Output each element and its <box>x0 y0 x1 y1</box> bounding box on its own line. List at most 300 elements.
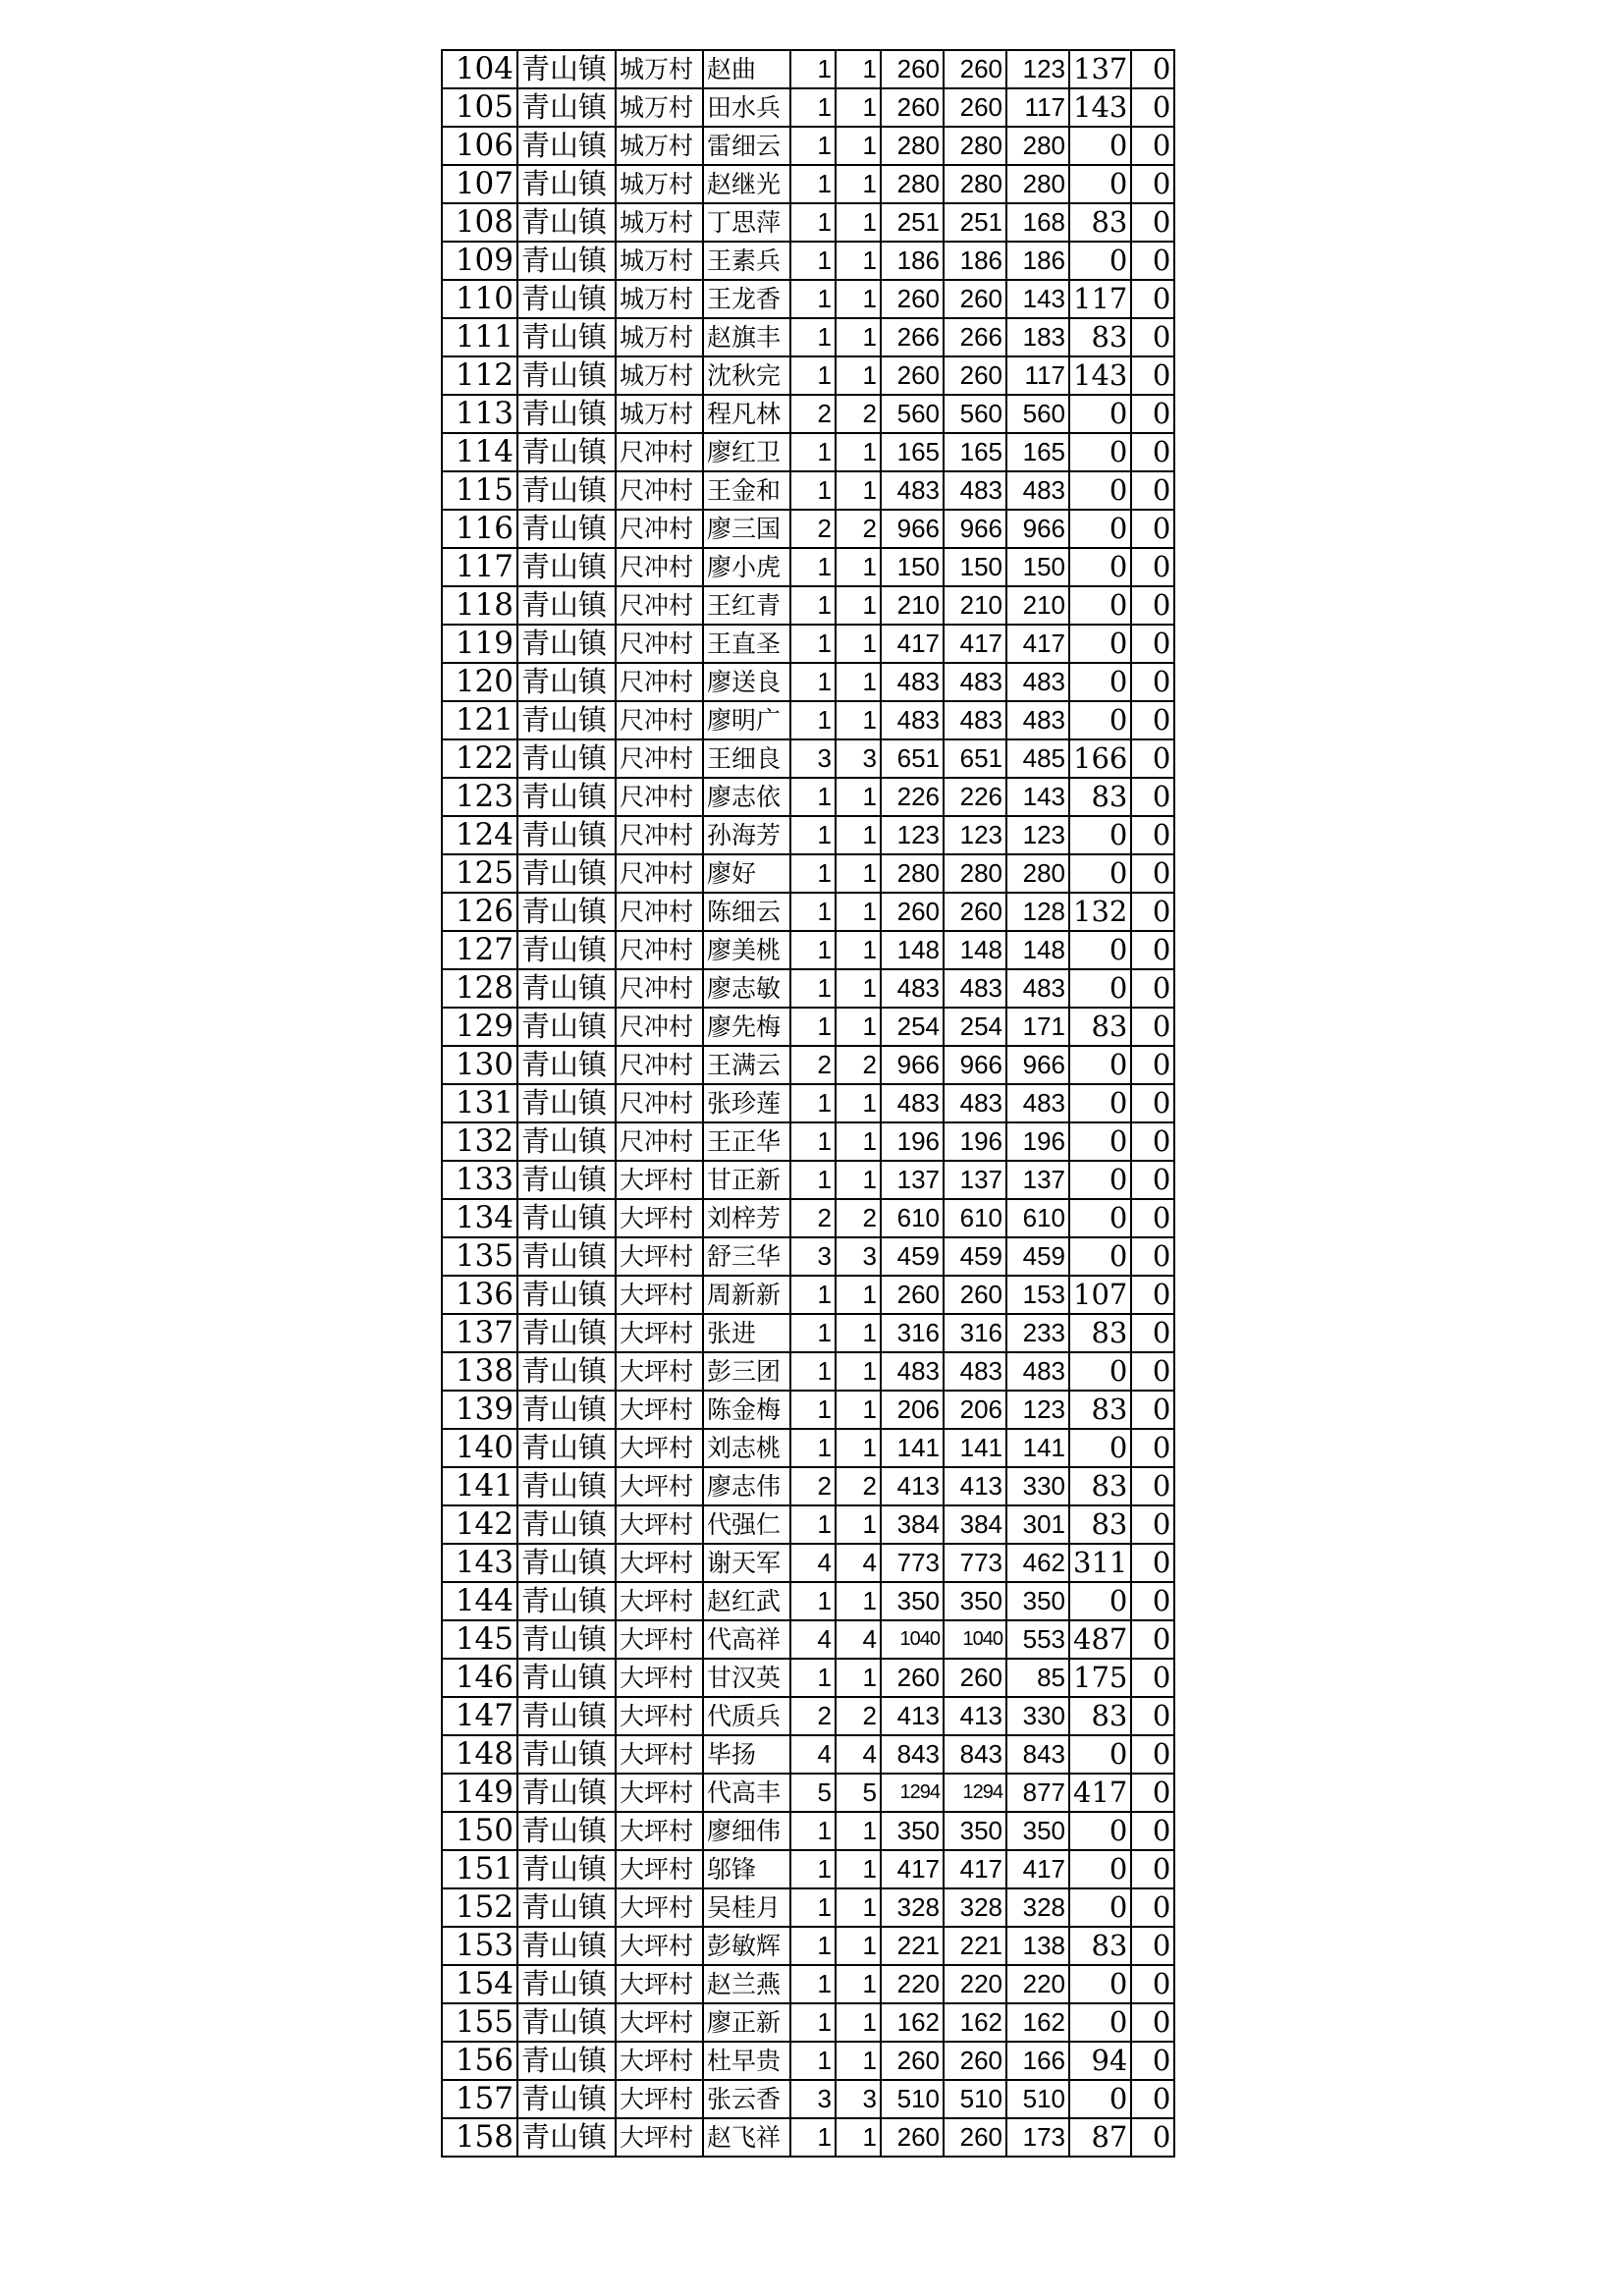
cell-amount-total: 651 <box>881 739 944 778</box>
cell-row-number: 154 <box>442 1965 517 2003</box>
table-body <box>442 50 1174 2157</box>
cell-name: 吴桂月 <box>703 1888 790 1927</box>
cell-amount-total: 226 <box>881 778 944 816</box>
cell-name: 谢天军 <box>703 1544 790 1582</box>
cell-amount-other: 0 <box>1131 548 1174 586</box>
cell-amount-other: 0 <box>1131 203 1174 242</box>
cell-village: 大坪村 <box>616 1812 703 1850</box>
cell-person-count: 1 <box>836 931 881 969</box>
cell-amount-approved: 384 <box>944 1505 1006 1544</box>
cell-household-count: 1 <box>790 242 836 280</box>
cell-amount-total: 251 <box>881 203 944 242</box>
cell-amount-other: 0 <box>1131 1352 1174 1391</box>
cell-amount-total: 280 <box>881 127 944 165</box>
cell-amount-base: 510 <box>1006 2080 1069 2118</box>
table-row <box>442 816 1174 854</box>
cell-amount-total: 483 <box>881 969 944 1008</box>
cell-amount-base: 210 <box>1006 586 1069 625</box>
table-row <box>442 88 1174 127</box>
cell-name: 代强仁 <box>703 1505 790 1544</box>
cell-amount-other: 0 <box>1131 471 1174 510</box>
table-row <box>442 548 1174 586</box>
cell-town: 青山镇 <box>517 739 616 778</box>
cell-village: 大坪村 <box>616 1199 703 1237</box>
cell-amount-other: 0 <box>1131 165 1174 203</box>
cell-row-number: 149 <box>442 1774 517 1812</box>
cell-row-number: 112 <box>442 356 517 395</box>
cell-row-number: 114 <box>442 433 517 471</box>
table-row <box>442 510 1174 548</box>
table-row <box>442 663 1174 701</box>
cell-amount-approved: 165 <box>944 433 1006 471</box>
cell-town: 青山镇 <box>517 395 616 433</box>
cell-amount-base: 459 <box>1006 1237 1069 1276</box>
cell-household-count: 1 <box>790 969 836 1008</box>
table-row <box>442 1084 1174 1122</box>
cell-person-count: 3 <box>836 2080 881 2118</box>
cell-amount-other: 0 <box>1131 356 1174 395</box>
cell-amount-base: 128 <box>1006 893 1069 931</box>
cell-amount-approved: 260 <box>944 893 1006 931</box>
cell-household-count: 3 <box>790 1237 836 1276</box>
cell-name: 杜早贵 <box>703 2042 790 2080</box>
cell-household-count: 1 <box>790 586 836 625</box>
cell-town: 青山镇 <box>517 1122 616 1161</box>
cell-amount-base: 186 <box>1006 242 1069 280</box>
table-row <box>442 203 1174 242</box>
cell-amount-base: 280 <box>1006 854 1069 893</box>
cell-person-count: 1 <box>836 701 881 739</box>
cell-row-number: 147 <box>442 1697 517 1735</box>
cell-row-number: 132 <box>442 1122 517 1161</box>
cell-amount-base: 117 <box>1006 356 1069 395</box>
cell-amount-approved: 417 <box>944 625 1006 663</box>
cell-person-count: 2 <box>836 1697 881 1735</box>
cell-person-count: 1 <box>836 1122 881 1161</box>
cell-amount-base: 877 <box>1006 1774 1069 1812</box>
cell-amount-other: 0 <box>1131 969 1174 1008</box>
cell-amount-approved: 459 <box>944 1237 1006 1276</box>
cell-name: 赵飞祥 <box>703 2118 790 2157</box>
cell-person-count: 1 <box>836 2042 881 2080</box>
cell-household-count: 1 <box>790 701 836 739</box>
cell-amount-other: 0 <box>1131 1237 1174 1276</box>
cell-town: 青山镇 <box>517 2080 616 2118</box>
cell-amount-base: 141 <box>1006 1429 1069 1467</box>
cell-town: 青山镇 <box>517 2042 616 2080</box>
table-row <box>442 433 1174 471</box>
cell-name: 张云香 <box>703 2080 790 2118</box>
table-row <box>442 318 1174 356</box>
cell-household-count: 1 <box>790 1276 836 1314</box>
cell-town: 青山镇 <box>517 1046 616 1084</box>
cell-household-count: 1 <box>790 1314 836 1352</box>
cell-village: 尺冲村 <box>616 1046 703 1084</box>
cell-amount-total: 141 <box>881 1429 944 1467</box>
cell-household-count: 1 <box>790 1888 836 1927</box>
cell-town: 青山镇 <box>517 1429 616 1467</box>
cell-amount-extra: 0 <box>1069 1735 1131 1774</box>
cell-amount-base: 843 <box>1006 1735 1069 1774</box>
cell-amount-other: 0 <box>1131 2118 1174 2157</box>
cell-amount-approved: 137 <box>944 1161 1006 1199</box>
cell-person-count: 4 <box>836 1620 881 1659</box>
cell-row-number: 129 <box>442 1008 517 1046</box>
cell-amount-extra: 166 <box>1069 739 1131 778</box>
cell-village: 大坪村 <box>616 2042 703 2080</box>
cell-amount-extra: 0 <box>1069 1429 1131 1467</box>
cell-person-count: 1 <box>836 1505 881 1544</box>
cell-amount-other: 0 <box>1131 1467 1174 1505</box>
cell-household-count: 2 <box>790 1046 836 1084</box>
cell-amount-other: 0 <box>1131 1850 1174 1888</box>
cell-household-count: 1 <box>790 50 836 88</box>
table-row <box>442 893 1174 931</box>
cell-amount-approved: 417 <box>944 1850 1006 1888</box>
cell-amount-other: 0 <box>1131 586 1174 625</box>
cell-amount-approved: 162 <box>944 2003 1006 2042</box>
cell-row-number: 110 <box>442 280 517 318</box>
cell-household-count: 1 <box>790 1352 836 1391</box>
cell-row-number: 121 <box>442 701 517 739</box>
data-table <box>441 49 1175 2158</box>
cell-amount-total: 483 <box>881 1352 944 1391</box>
cell-amount-total: 148 <box>881 931 944 969</box>
cell-amount-extra: 0 <box>1069 1199 1131 1237</box>
cell-amount-base: 485 <box>1006 739 1069 778</box>
cell-village: 城万村 <box>616 203 703 242</box>
cell-name: 王素兵 <box>703 242 790 280</box>
table-row <box>442 1237 1174 1276</box>
cell-village: 大坪村 <box>616 1850 703 1888</box>
cell-amount-base: 483 <box>1006 1352 1069 1391</box>
cell-row-number: 138 <box>442 1352 517 1391</box>
cell-name: 彭敏辉 <box>703 1927 790 1965</box>
cell-name: 代质兵 <box>703 1697 790 1735</box>
cell-amount-extra: 0 <box>1069 1352 1131 1391</box>
cell-amount-approved: 966 <box>944 1046 1006 1084</box>
cell-person-count: 2 <box>836 1199 881 1237</box>
cell-name: 甘汉英 <box>703 1659 790 1697</box>
table-row <box>442 242 1174 280</box>
cell-village: 大坪村 <box>616 1161 703 1199</box>
cell-amount-extra: 0 <box>1069 1046 1131 1084</box>
cell-amount-extra: 0 <box>1069 1965 1131 2003</box>
cell-amount-extra: 0 <box>1069 1084 1131 1122</box>
cell-amount-approved: 483 <box>944 1084 1006 1122</box>
table-row <box>442 50 1174 88</box>
cell-row-number: 157 <box>442 2080 517 2118</box>
cell-town: 青山镇 <box>517 1620 616 1659</box>
cell-name: 舒三华 <box>703 1237 790 1276</box>
cell-amount-total: 137 <box>881 1161 944 1199</box>
cell-row-number: 130 <box>442 1046 517 1084</box>
cell-amount-other: 0 <box>1131 1505 1174 1544</box>
cell-amount-other: 0 <box>1131 1429 1174 1467</box>
cell-amount-approved: 123 <box>944 816 1006 854</box>
cell-town: 青山镇 <box>517 1774 616 1812</box>
cell-row-number: 156 <box>442 2042 517 2080</box>
cell-name: 廖明广 <box>703 701 790 739</box>
cell-village: 大坪村 <box>616 2080 703 2118</box>
table-row <box>442 1812 1174 1850</box>
cell-amount-other: 0 <box>1131 893 1174 931</box>
cell-amount-extra: 83 <box>1069 1391 1131 1429</box>
cell-amount-extra: 0 <box>1069 969 1131 1008</box>
cell-name: 陈细云 <box>703 893 790 931</box>
cell-amount-approved: 148 <box>944 931 1006 969</box>
cell-amount-total: 966 <box>881 1046 944 1084</box>
cell-household-count: 1 <box>790 2042 836 2080</box>
cell-amount-base: 233 <box>1006 1314 1069 1352</box>
table-row <box>442 1927 1174 1965</box>
table-row <box>442 356 1174 395</box>
cell-amount-other: 0 <box>1131 931 1174 969</box>
cell-amount-approved: 280 <box>944 854 1006 893</box>
cell-person-count: 1 <box>836 1276 881 1314</box>
cell-row-number: 113 <box>442 395 517 433</box>
cell-village: 城万村 <box>616 88 703 127</box>
cell-person-count: 1 <box>836 1429 881 1467</box>
cell-amount-base: 483 <box>1006 701 1069 739</box>
cell-amount-base: 220 <box>1006 1965 1069 2003</box>
cell-amount-approved: 651 <box>944 739 1006 778</box>
cell-amount-other: 0 <box>1131 242 1174 280</box>
cell-amount-base: 165 <box>1006 433 1069 471</box>
cell-person-count: 1 <box>836 471 881 510</box>
cell-amount-approved: 966 <box>944 510 1006 548</box>
cell-amount-total: 260 <box>881 1659 944 1697</box>
cell-town: 青山镇 <box>517 1352 616 1391</box>
cell-village: 尺冲村 <box>616 548 703 586</box>
cell-row-number: 133 <box>442 1161 517 1199</box>
cell-amount-total: 966 <box>881 510 944 548</box>
cell-person-count: 1 <box>836 2118 881 2157</box>
cell-name: 廖先梅 <box>703 1008 790 1046</box>
cell-name: 廖红卫 <box>703 433 790 471</box>
cell-person-count: 1 <box>836 1850 881 1888</box>
cell-amount-approved: 280 <box>944 165 1006 203</box>
table-row <box>442 1161 1174 1199</box>
cell-town: 青山镇 <box>517 2003 616 2042</box>
table-row <box>442 1467 1174 1505</box>
table-row <box>442 1888 1174 1927</box>
table-row <box>442 1314 1174 1352</box>
cell-person-count: 1 <box>836 88 881 127</box>
cell-person-count: 1 <box>836 663 881 701</box>
cell-amount-extra: 143 <box>1069 356 1131 395</box>
cell-village: 大坪村 <box>616 1276 703 1314</box>
cell-amount-total: 162 <box>881 2003 944 2042</box>
cell-person-count: 1 <box>836 356 881 395</box>
table-row <box>442 1122 1174 1161</box>
cell-town: 青山镇 <box>517 663 616 701</box>
cell-town: 青山镇 <box>517 510 616 548</box>
cell-household-count: 2 <box>790 1467 836 1505</box>
cell-person-count: 1 <box>836 1965 881 2003</box>
cell-name: 田水兵 <box>703 88 790 127</box>
table-row <box>442 2118 1174 2157</box>
cell-amount-total: 260 <box>881 88 944 127</box>
cell-row-number: 117 <box>442 548 517 586</box>
cell-amount-other: 0 <box>1131 2003 1174 2042</box>
cell-amount-extra: 417 <box>1069 1774 1131 1812</box>
cell-amount-extra: 0 <box>1069 1812 1131 1850</box>
cell-amount-total: 165 <box>881 433 944 471</box>
cell-amount-other: 0 <box>1131 1276 1174 1314</box>
cell-amount-other: 0 <box>1131 1888 1174 1927</box>
cell-household-count: 1 <box>790 1505 836 1544</box>
cell-household-count: 1 <box>790 1161 836 1199</box>
cell-name: 彭三团 <box>703 1352 790 1391</box>
cell-town: 青山镇 <box>517 1850 616 1888</box>
cell-village: 大坪村 <box>616 1391 703 1429</box>
cell-name: 沈秋完 <box>703 356 790 395</box>
cell-amount-extra: 83 <box>1069 318 1131 356</box>
cell-row-number: 135 <box>442 1237 517 1276</box>
cell-person-count: 1 <box>836 1659 881 1697</box>
cell-town: 青山镇 <box>517 1965 616 2003</box>
cell-amount-extra: 0 <box>1069 1122 1131 1161</box>
cell-row-number: 125 <box>442 854 517 893</box>
cell-town: 青山镇 <box>517 969 616 1008</box>
cell-amount-total: 206 <box>881 1391 944 1429</box>
table-row <box>442 1429 1174 1467</box>
cell-amount-extra: 0 <box>1069 548 1131 586</box>
cell-amount-other: 0 <box>1131 1544 1174 1582</box>
cell-row-number: 141 <box>442 1467 517 1505</box>
cell-amount-approved: 843 <box>944 1735 1006 1774</box>
cell-person-count: 1 <box>836 1582 881 1620</box>
cell-person-count: 5 <box>836 1774 881 1812</box>
cell-amount-other: 0 <box>1131 625 1174 663</box>
cell-amount-base: 328 <box>1006 1888 1069 1927</box>
cell-household-count: 1 <box>790 1084 836 1122</box>
cell-amount-extra: 0 <box>1069 471 1131 510</box>
cell-town: 青山镇 <box>517 1199 616 1237</box>
cell-amount-other: 0 <box>1131 50 1174 88</box>
cell-person-count: 1 <box>836 1888 881 1927</box>
cell-amount-other: 0 <box>1131 433 1174 471</box>
cell-amount-base: 966 <box>1006 510 1069 548</box>
cell-amount-other: 0 <box>1131 280 1174 318</box>
cell-household-count: 1 <box>790 663 836 701</box>
cell-person-count: 1 <box>836 1314 881 1352</box>
cell-amount-total: 1294 <box>881 1774 944 1812</box>
cell-amount-base: 350 <box>1006 1582 1069 1620</box>
table-row <box>442 1008 1174 1046</box>
cell-household-count: 1 <box>790 1391 836 1429</box>
cell-town: 青山镇 <box>517 242 616 280</box>
cell-row-number: 140 <box>442 1429 517 1467</box>
cell-amount-approved: 773 <box>944 1544 1006 1582</box>
cell-person-count: 1 <box>836 1927 881 1965</box>
cell-town: 青山镇 <box>517 1659 616 1697</box>
cell-town: 青山镇 <box>517 1314 616 1352</box>
cell-village: 城万村 <box>616 318 703 356</box>
cell-amount-approved: 206 <box>944 1391 1006 1429</box>
cell-amount-other: 0 <box>1131 1659 1174 1697</box>
cell-town: 青山镇 <box>517 1697 616 1735</box>
cell-amount-extra: 83 <box>1069 1008 1131 1046</box>
cell-amount-total: 266 <box>881 318 944 356</box>
cell-amount-base: 137 <box>1006 1161 1069 1199</box>
cell-row-number: 131 <box>442 1084 517 1122</box>
cell-town: 青山镇 <box>517 548 616 586</box>
cell-village: 尺冲村 <box>616 893 703 931</box>
cell-amount-base: 117 <box>1006 88 1069 127</box>
cell-household-count: 1 <box>790 1582 836 1620</box>
cell-name: 邬锋 <box>703 1850 790 1888</box>
cell-amount-base: 483 <box>1006 1084 1069 1122</box>
cell-amount-extra: 0 <box>1069 586 1131 625</box>
cell-amount-approved: 260 <box>944 1276 1006 1314</box>
cell-household-count: 2 <box>790 1199 836 1237</box>
table-row <box>442 1850 1174 1888</box>
cell-amount-extra: 0 <box>1069 2080 1131 2118</box>
cell-amount-extra: 0 <box>1069 663 1131 701</box>
cell-amount-approved: 483 <box>944 663 1006 701</box>
cell-amount-base: 173 <box>1006 2118 1069 2157</box>
cell-town: 青山镇 <box>517 1544 616 1582</box>
cell-household-count: 1 <box>790 778 836 816</box>
cell-amount-base: 85 <box>1006 1659 1069 1697</box>
cell-household-count: 1 <box>790 854 836 893</box>
cell-person-count: 2 <box>836 1467 881 1505</box>
cell-row-number: 151 <box>442 1850 517 1888</box>
cell-name: 廖三国 <box>703 510 790 548</box>
cell-town: 青山镇 <box>517 1008 616 1046</box>
cell-person-count: 1 <box>836 1084 881 1122</box>
cell-name: 廖小虎 <box>703 548 790 586</box>
cell-household-count: 1 <box>790 1122 836 1161</box>
cell-amount-approved: 510 <box>944 2080 1006 2118</box>
cell-amount-extra: 0 <box>1069 1888 1131 1927</box>
cell-amount-extra: 83 <box>1069 1505 1131 1544</box>
cell-person-count: 1 <box>836 1008 881 1046</box>
cell-amount-extra: 132 <box>1069 893 1131 931</box>
cell-amount-extra: 0 <box>1069 395 1131 433</box>
cell-household-count: 1 <box>790 1429 836 1467</box>
cell-amount-base: 417 <box>1006 1850 1069 1888</box>
cell-town: 青山镇 <box>517 1276 616 1314</box>
cell-amount-approved: 483 <box>944 1352 1006 1391</box>
cell-amount-base: 183 <box>1006 318 1069 356</box>
cell-name: 王红青 <box>703 586 790 625</box>
cell-amount-other: 0 <box>1131 1199 1174 1237</box>
cell-amount-approved: 350 <box>944 1812 1006 1850</box>
cell-amount-extra: 143 <box>1069 88 1131 127</box>
cell-amount-other: 0 <box>1131 2042 1174 2080</box>
cell-village: 尺冲村 <box>616 969 703 1008</box>
cell-person-count: 1 <box>836 625 881 663</box>
cell-row-number: 139 <box>442 1391 517 1429</box>
cell-row-number: 120 <box>442 663 517 701</box>
cell-village: 大坪村 <box>616 1965 703 2003</box>
cell-village: 大坪村 <box>616 1620 703 1659</box>
cell-amount-other: 0 <box>1131 739 1174 778</box>
table-row <box>442 280 1174 318</box>
cell-village: 尺冲村 <box>616 739 703 778</box>
cell-amount-base: 350 <box>1006 1812 1069 1850</box>
cell-village: 城万村 <box>616 280 703 318</box>
cell-household-count: 1 <box>790 1812 836 1850</box>
cell-amount-base: 330 <box>1006 1697 1069 1735</box>
cell-person-count: 1 <box>836 816 881 854</box>
cell-amount-other: 0 <box>1131 1965 1174 2003</box>
table-row <box>442 1659 1174 1697</box>
cell-person-count: 2 <box>836 1046 881 1084</box>
